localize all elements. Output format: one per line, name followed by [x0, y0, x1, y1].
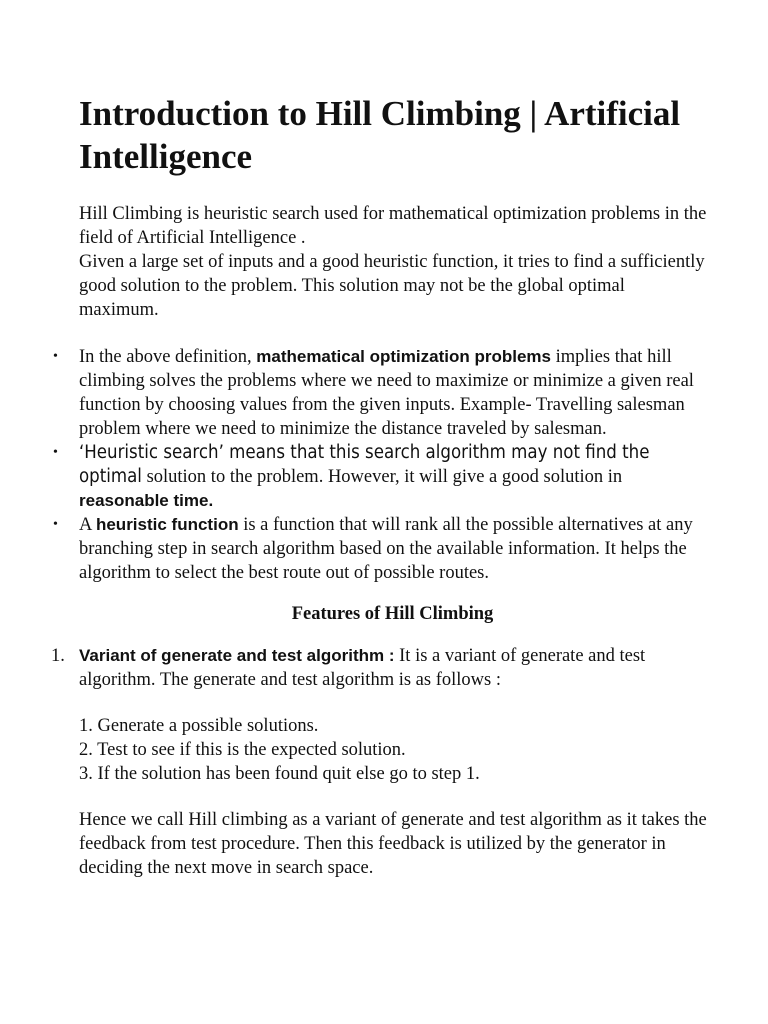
bullet-icon: •	[53, 349, 58, 364]
feature-closing-paragraph: Hence we call Hill climbing as a variant of generate and test algorithm as it takes the feedback from test procedure. Then this feedback is utilized by the generator in deciding the next move in search space.	[79, 810, 707, 878]
bullet-text-before: A	[79, 515, 96, 535]
bullet-text-after: implies that hill climbing solves the problems where we need to maximize or minimize a given real function by choosing values from the given inputs. Example- Travelling salesman problem where we need to minimize the distance traveled by salesman.	[79, 347, 694, 439]
intro-line-1: Hill Climbing is heuristic search used for mathematical optimization problems in the field of Artificial Intelligence .	[79, 204, 707, 248]
bullet-item-heuristic-search	[53, 441, 709, 513]
bullet-text-before: In the above definition,	[79, 347, 257, 367]
bullet-icon: •	[53, 445, 58, 460]
document-page	[51, 92, 709, 880]
algorithm-step: 3. If the solution has been found quit else go to step 1.	[79, 764, 480, 784]
bullet-icon: •	[53, 517, 58, 532]
bullet-bold-term: mathematical optimization problems	[256, 347, 551, 366]
page-title: Introduction to Hill Climbing | Artificial Intelligence	[79, 94, 681, 176]
bullet-quote-text: ‘Heuristic search’ means that this search algorithm may not find the optimal	[79, 442, 650, 487]
bullet-bold-term: heuristic function	[95, 515, 239, 534]
feature-number: 1.	[51, 646, 65, 666]
bullet-text-after: is a function that will rank all the possible alternatives at any branching step in search algorithm based on the available information. It helps the algorithm to select the best route out of possible routes.	[79, 515, 693, 583]
intro-paragraph	[79, 202, 709, 322]
feature-item	[51, 644, 709, 880]
feature-text: It is a variant of generate and test algorithm. The generate and test algorithm is as follows :	[79, 646, 646, 690]
intro-line-2: Given a large set of inputs and a good heuristic function, it tries to find a sufficiently good solution to the problem. This solution may not be the global optimal maximum.	[79, 252, 705, 320]
algorithm-steps	[79, 714, 709, 786]
section-heading-features: Features of Hill Climbing	[291, 604, 494, 624]
bullet-bold-term: reasonable time.	[79, 491, 214, 510]
algorithm-step: 1. Generate a possible solutions.	[79, 716, 319, 736]
bullet-item-heuristic-function	[53, 513, 709, 585]
algorithm-step: 2. Test to see if this is the expected solution.	[79, 740, 406, 760]
definition-bullet-list	[53, 345, 709, 585]
features-list	[51, 644, 709, 880]
feature-bold-title: Variant of generate and test algorithm :	[79, 646, 395, 665]
bullet-text-after: solution to the problem. However, it will give a good solution in	[141, 467, 623, 487]
bullet-item-optimization	[53, 345, 709, 441]
